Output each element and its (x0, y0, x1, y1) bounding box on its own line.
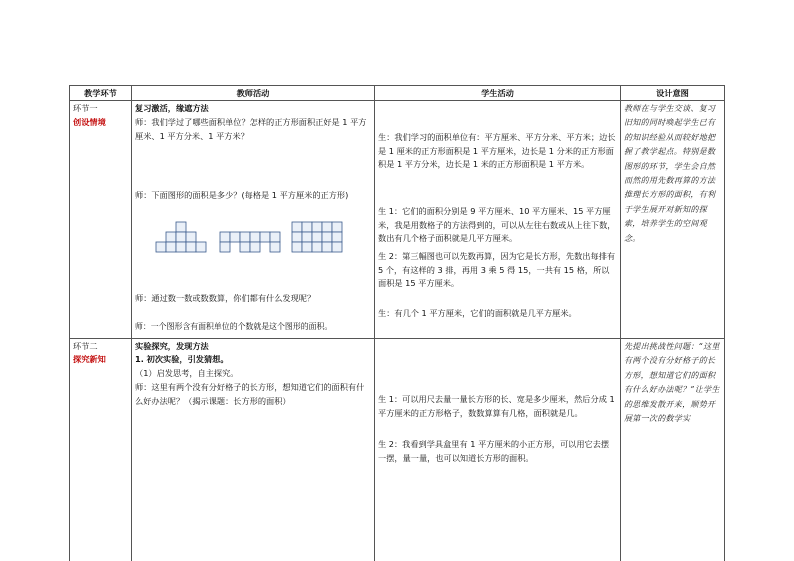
row2-teacher-sub: 1. 初次实验，引发猜想。 (135, 354, 229, 364)
row1-teacher-heading: 复习激活，缘遮方法 (135, 103, 209, 113)
col-divider-3 (620, 85, 621, 561)
col-divider-1 (131, 85, 132, 561)
row1-student-a1: 生：我们学习的面积单位有：平方厘米、平方分米、平方米；边长是 1 厘米的正方形面积是 1 平方厘米，边长是 1 分米的正方形面积是 1 平方分米，边长是 1 米的正方形面积是 1 平方米。 (378, 132, 616, 169)
table-left-border (69, 85, 70, 561)
row1-section-label: 环节一 (73, 103, 98, 113)
row1-teacher-q4: 师：一个图形含有面积单位的个数就是这个图形的面积。 (135, 322, 333, 331)
figure-9-squares (156, 222, 206, 252)
figure-15-squares (292, 222, 342, 252)
grid-figures (150, 220, 350, 262)
row2-teacher-heading: 实验探究，发现方法 (135, 341, 209, 351)
row2-student-a1: 生 1：可以用尺去量一量长方形的长、宽是多少厘米，然后分成 1 平方厘米的正方形格子，数数算算有几格，面积就是几。 (378, 394, 615, 418)
header-teacher: 教师活动 (236, 88, 270, 98)
row1-teacher-q3: 师：通过数一数或数数算，你们都有什么发现呢？ (135, 293, 316, 303)
row2-teacher-q1: 师：这里有两个没有分好格子的长方形，想知道它们的面积有什么好办法呢？（揭示课题：长方形的面积） (135, 382, 365, 406)
row1-intent: 教师在与学生交谈、复习旧知的同时唤起学生已有的知识经验从而较好地把握了教学起点。特别是数图形的环节，学生会自然而然的用先数再算的方法推理长方形的面积，有利于学生展开对新知的探索，培养学生的空间观念。 (624, 104, 716, 243)
row2-intent: 先提出挑战性问题：“这里有两个没有分好格子的长方形，想知道它们的面积有什么好办法呢？”让学生的思维发散开来，顺势开展第一次的数学实 (624, 342, 720, 424)
row2-teacher-step: （1）启发思考，自主探究。 (135, 368, 239, 378)
row-divider (69, 338, 725, 339)
row1-teacher-q1: 师：我们学过了哪些面积单位？怎样的正方形面积正好是 1 平方厘米、1 平方分米、1 平方米？ (135, 117, 367, 141)
table-top-border (69, 85, 725, 86)
row2-student-a2: 生 2：我看到学具盒里有 1 平方厘米的小正方形，可以用它去摆一摆，量一量，也可以知道长方形的面积。 (378, 439, 610, 463)
header-intent: 设计意图 (656, 88, 689, 98)
row1-student-a2: 生 1：它们的面积分别是 9 平方厘米、10 平方厘米、15 平方厘米，我是用数格子的方法得到的，可以从左往右数或从上往下数，数出有几个格子面积就是几平方厘米。 (378, 206, 616, 243)
row1-student-a4: 生：有几个 1 平方厘米，它们的面积就是几平方厘米。 (378, 308, 577, 318)
col-divider-2 (374, 85, 375, 561)
header-section: 教学环节 (84, 88, 117, 98)
row1-section-name: 创设情境 (73, 117, 106, 127)
table-right-border (724, 85, 725, 561)
row2-section-label: 环节二 (73, 341, 98, 351)
row2-section-name: 探究新知 (73, 354, 106, 364)
row1-teacher-q2: 师：下面图形的面积是多少？(每格是 1 平方厘米的正方形) (135, 190, 349, 200)
figure-10-squares (220, 232, 280, 252)
header-student: 学生活动 (481, 88, 514, 98)
row1-student-a3: 生 2：第三幅图也可以先数再算，因为它是长方形，先数出每排有 5 个，有这样的 3 排，再用 3 乘 5 得 15，一共有 15 格，所以面积是 15 平方厘米。 (378, 251, 616, 288)
